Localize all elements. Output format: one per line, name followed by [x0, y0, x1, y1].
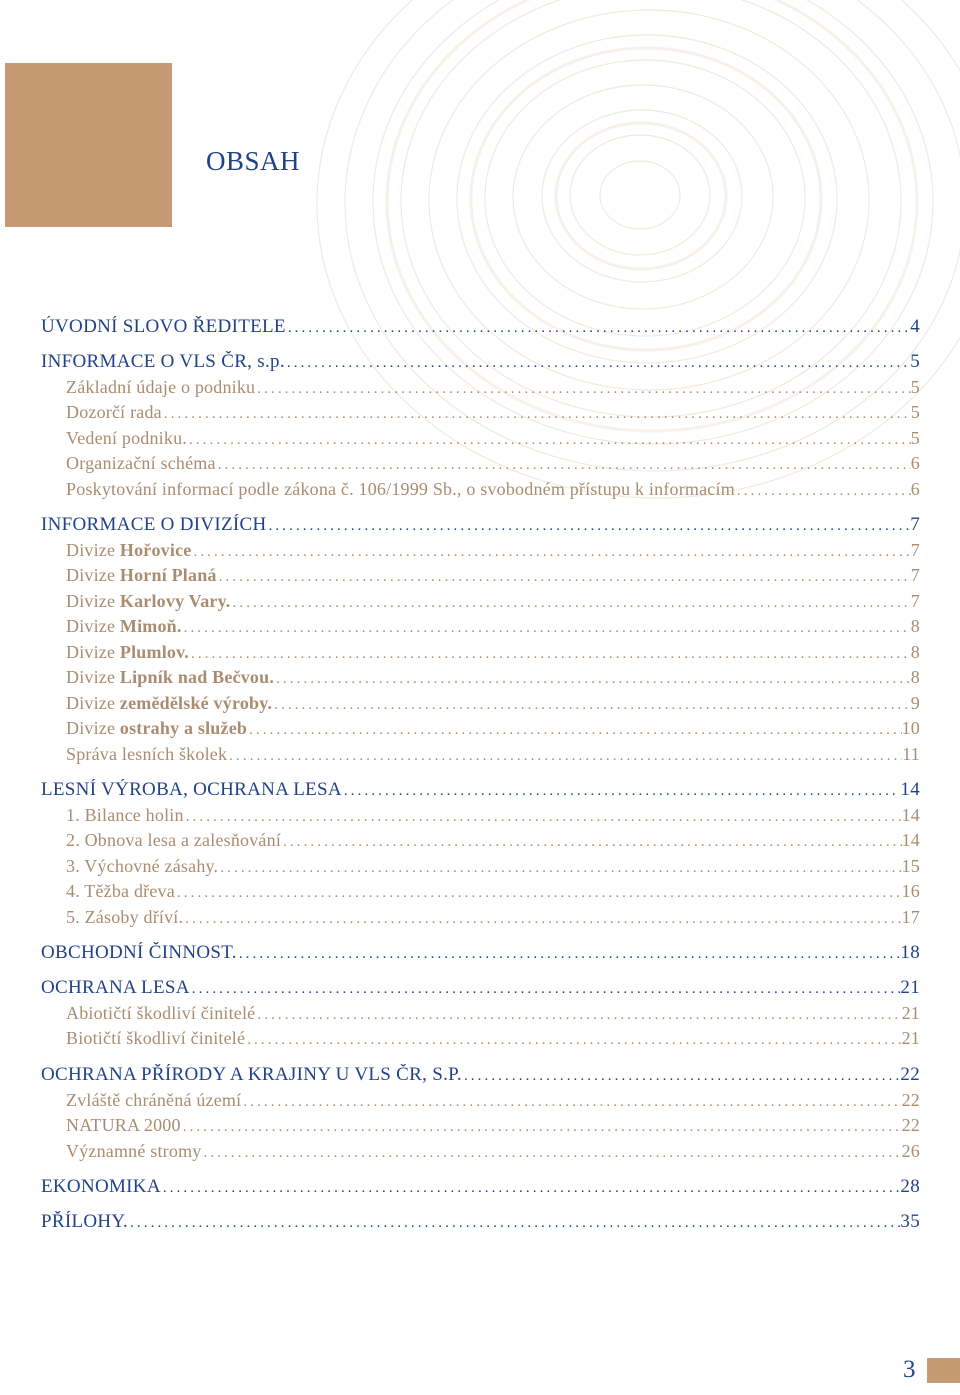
- toc-entry-division-name: Lipník nad Bečvou.: [119, 667, 275, 687]
- toc-entry[interactable]: [41, 779, 920, 805]
- toc-entry[interactable]: [66, 453, 920, 479]
- page-title: OBSAH: [206, 146, 301, 176]
- toc-page-number: 6: [910, 453, 920, 473]
- toc-page-number: 21: [901, 1003, 920, 1023]
- toc-dot-leader: [237, 946, 901, 963]
- toc-dot-leader: [182, 620, 911, 637]
- toc-entry[interactable]: [66, 744, 920, 770]
- toc-entry-label: PŘÍLOHY.: [41, 1211, 129, 1232]
- toc-entry[interactable]: [66, 1115, 920, 1141]
- toc-entry-label: 3. Výchovné zásahy.: [66, 856, 219, 876]
- toc-page-number: 18: [900, 942, 920, 963]
- toc-entry[interactable]: [66, 540, 920, 566]
- toc-page-number: 17: [901, 907, 920, 927]
- toc-page-number: 8: [910, 616, 920, 636]
- toc-entry-label: [66, 667, 274, 688]
- toc-entry-label: LESNÍ VÝROBA, OCHRANA LESA: [41, 779, 342, 800]
- toc-entry-prefix: Divize: [66, 718, 120, 738]
- toc-entry-label: [66, 642, 189, 663]
- toc-dot-leader: [128, 1215, 900, 1232]
- toc-page-number: 15: [901, 856, 920, 876]
- toc-page-number: 6: [910, 479, 920, 499]
- toc-entry-division-name: Karlovy Vary.: [119, 591, 231, 611]
- toc-entry[interactable]: [66, 830, 920, 856]
- toc-dot-leader: [175, 885, 902, 902]
- toc-entry[interactable]: [66, 693, 920, 719]
- toc-page-number: 7: [910, 565, 920, 585]
- toc-entry[interactable]: [66, 377, 920, 403]
- toc-page-number: 22: [901, 1115, 920, 1135]
- toc-entry-prefix: Divize: [66, 591, 120, 611]
- toc-dot-leader: [241, 1094, 901, 1111]
- toc-entry-label: 5. Zásoby dříví.: [66, 907, 184, 927]
- toc-entry-label: OBCHODNÍ ČINNOST.: [41, 942, 237, 963]
- toc-dot-leader: [217, 569, 911, 586]
- toc-page-number: 22: [901, 1090, 920, 1110]
- toc-entry-label: ÚVODNÍ SLOVO ŘEDITELE: [41, 316, 286, 337]
- toc-dot-leader: [183, 911, 901, 928]
- toc-entry-label: Vedení podniku.: [66, 428, 187, 448]
- toc-entry[interactable]: [66, 856, 920, 882]
- toc-page-number: 9: [910, 693, 920, 713]
- toc-entry[interactable]: [41, 351, 920, 377]
- toc-entry-division-name: Plumlov.: [119, 642, 189, 662]
- toc-entry-prefix: Divize: [66, 565, 120, 585]
- toc-entry[interactable]: [66, 565, 920, 591]
- toc-dot-leader: [255, 381, 911, 398]
- toc-entry-label: OCHRANA PŘÍRODY A KRAJINY U VLS ČR, S.P.: [41, 1064, 462, 1085]
- toc-dot-leader: [285, 355, 910, 372]
- toc-entry-label: 2. Obnova lesa a zalesňování: [66, 830, 282, 850]
- toc-entry-division-name: Mimoň.: [119, 616, 182, 636]
- page-number-block: [927, 1358, 960, 1383]
- toc-dot-leader: [281, 834, 902, 851]
- toc-dot-leader: [189, 646, 911, 663]
- toc-entry-label: NATURA 2000: [66, 1115, 181, 1135]
- toc-entry[interactable]: [66, 1090, 920, 1116]
- title-color-block: [5, 63, 172, 227]
- toc-page-number: 4: [910, 316, 920, 337]
- toc-entry-label: [66, 540, 191, 561]
- toc-page-number: 28: [900, 1176, 920, 1197]
- toc-entry-label: [66, 565, 217, 586]
- toc-entry-label: [66, 591, 231, 612]
- toc-entry-label: Významné stromy: [66, 1141, 202, 1161]
- toc-page-number: 21: [900, 977, 920, 998]
- toc-entry-label: Poskytování informací podle zákona č. 106/1999 Sb., o svobodném přístupu k informacím: [66, 479, 735, 499]
- toc-entry-label: INFORMACE O DIVIZÍCH: [41, 514, 267, 535]
- toc-entry[interactable]: [66, 616, 920, 642]
- toc-page-number: 5: [910, 428, 920, 448]
- toc-dot-leader: [187, 432, 911, 449]
- toc-dot-leader: [267, 518, 911, 535]
- toc-entry[interactable]: [66, 1141, 920, 1167]
- toc-entry-label: EKONOMIKA: [41, 1176, 161, 1197]
- toc-entry[interactable]: [66, 1003, 920, 1029]
- toc-entry[interactable]: [66, 642, 920, 668]
- toc-entry-prefix: Divize: [66, 642, 120, 662]
- toc-dot-leader: [286, 320, 910, 337]
- toc-dot-leader: [201, 1145, 901, 1162]
- toc-dot-leader: [218, 860, 901, 877]
- toc-entry-label: [66, 693, 272, 714]
- toc-page-number: 5: [910, 402, 920, 422]
- toc-dot-leader: [462, 1068, 900, 1085]
- toc-dot-leader: [245, 1032, 901, 1049]
- toc-entry-prefix: Divize: [66, 693, 120, 713]
- toc-page-number: 14: [901, 805, 920, 825]
- toc-entry-prefix: Divize: [66, 667, 120, 687]
- toc-entry-label: [66, 718, 247, 739]
- toc-entry[interactable]: [66, 667, 920, 693]
- toc-page-number: 10: [901, 718, 920, 738]
- toc-dot-leader: [227, 748, 902, 765]
- toc-entry[interactable]: [66, 402, 920, 428]
- toc-entry-label: Zvláště chráněná území: [66, 1090, 242, 1110]
- toc-entry-label: Abiotičtí škodliví činitelé: [66, 1003, 256, 1023]
- toc-entry[interactable]: [66, 881, 920, 907]
- toc-entry-prefix: Divize: [66, 616, 120, 636]
- toc-entry-division-name: ostrahy a služeb: [119, 718, 248, 738]
- toc-entry-label: Biotičtí škodliví činitelé: [66, 1028, 246, 1048]
- toc-dot-leader: [274, 671, 911, 688]
- toc-page-number: 5: [910, 351, 920, 372]
- toc-entry[interactable]: [66, 479, 920, 505]
- toc-page-number: 16: [901, 881, 920, 901]
- toc-entry-prefix: Divize: [66, 540, 120, 560]
- toc-entry[interactable]: [41, 942, 920, 968]
- toc-page-number: 7: [910, 591, 920, 611]
- toc-dot-leader: [181, 1119, 902, 1136]
- toc-entry-division-name: Hořovice: [119, 540, 192, 560]
- toc-entry-label: Správa lesních školek: [66, 744, 228, 764]
- toc-entry[interactable]: [66, 428, 920, 454]
- toc-entry-label: Organizační schéma: [66, 453, 216, 473]
- toc-page-number: 11: [902, 744, 920, 764]
- toc-entry[interactable]: [66, 718, 920, 744]
- toc-entry[interactable]: [66, 591, 920, 617]
- toc-entry[interactable]: [41, 977, 920, 1003]
- toc-dot-leader: [191, 544, 910, 561]
- toc-dot-leader: [184, 809, 902, 826]
- toc-dot-leader: [231, 595, 911, 612]
- toc-entry[interactable]: [41, 1211, 920, 1237]
- toc-entry-label: Základní údaje o podniku: [66, 377, 256, 397]
- toc-dot-leader: [247, 722, 901, 739]
- toc-entry-label: OCHRANA LESA: [41, 977, 190, 998]
- toc-page-number: 8: [910, 667, 920, 687]
- toc-dot-leader: [216, 457, 911, 474]
- toc-dot-leader: [342, 783, 900, 800]
- toc-dot-leader: [161, 1180, 901, 1197]
- toc-entry[interactable]: [66, 805, 920, 831]
- toc-page-number: 35: [900, 1211, 920, 1232]
- toc-page-number: 26: [901, 1141, 920, 1161]
- toc-entry[interactable]: [66, 1028, 920, 1054]
- toc-entry-label: [66, 616, 182, 637]
- toc-entry-division-name: Horní Planá: [119, 565, 217, 585]
- toc-page-number: 22: [900, 1064, 920, 1085]
- toc-dot-leader: [272, 697, 911, 714]
- toc-entry[interactable]: [41, 1064, 920, 1090]
- toc-page-number: 14: [900, 779, 920, 800]
- toc-dot-leader: [255, 1007, 901, 1024]
- toc-entry[interactable]: [41, 316, 920, 342]
- toc-entry[interactable]: [66, 907, 920, 933]
- toc-dot-leader: [735, 483, 911, 500]
- toc-dot-leader: [190, 981, 901, 998]
- toc-entry[interactable]: [41, 1176, 920, 1202]
- toc-entry-label: INFORMACE O VLS ČR, s.p.: [41, 351, 285, 372]
- toc-entry-label: 1. Bilance holin: [66, 805, 184, 825]
- toc-entry-label: 4. Těžba dřeva: [66, 881, 175, 901]
- toc-entry-label: Dozorčí rada: [66, 402, 162, 422]
- toc-page-number: 14: [901, 830, 920, 850]
- toc-dot-leader: [162, 406, 911, 423]
- toc-page-number: 21: [901, 1028, 920, 1048]
- toc-entry-division-name: zemědělské výroby.: [119, 693, 273, 713]
- toc-page-number: 7: [910, 514, 920, 535]
- page-number: 3: [903, 1356, 916, 1383]
- toc-page-number: 8: [910, 642, 920, 662]
- toc-page-number: 5: [910, 377, 920, 397]
- toc-page-number: 7: [910, 540, 920, 560]
- toc-entry[interactable]: [41, 514, 920, 540]
